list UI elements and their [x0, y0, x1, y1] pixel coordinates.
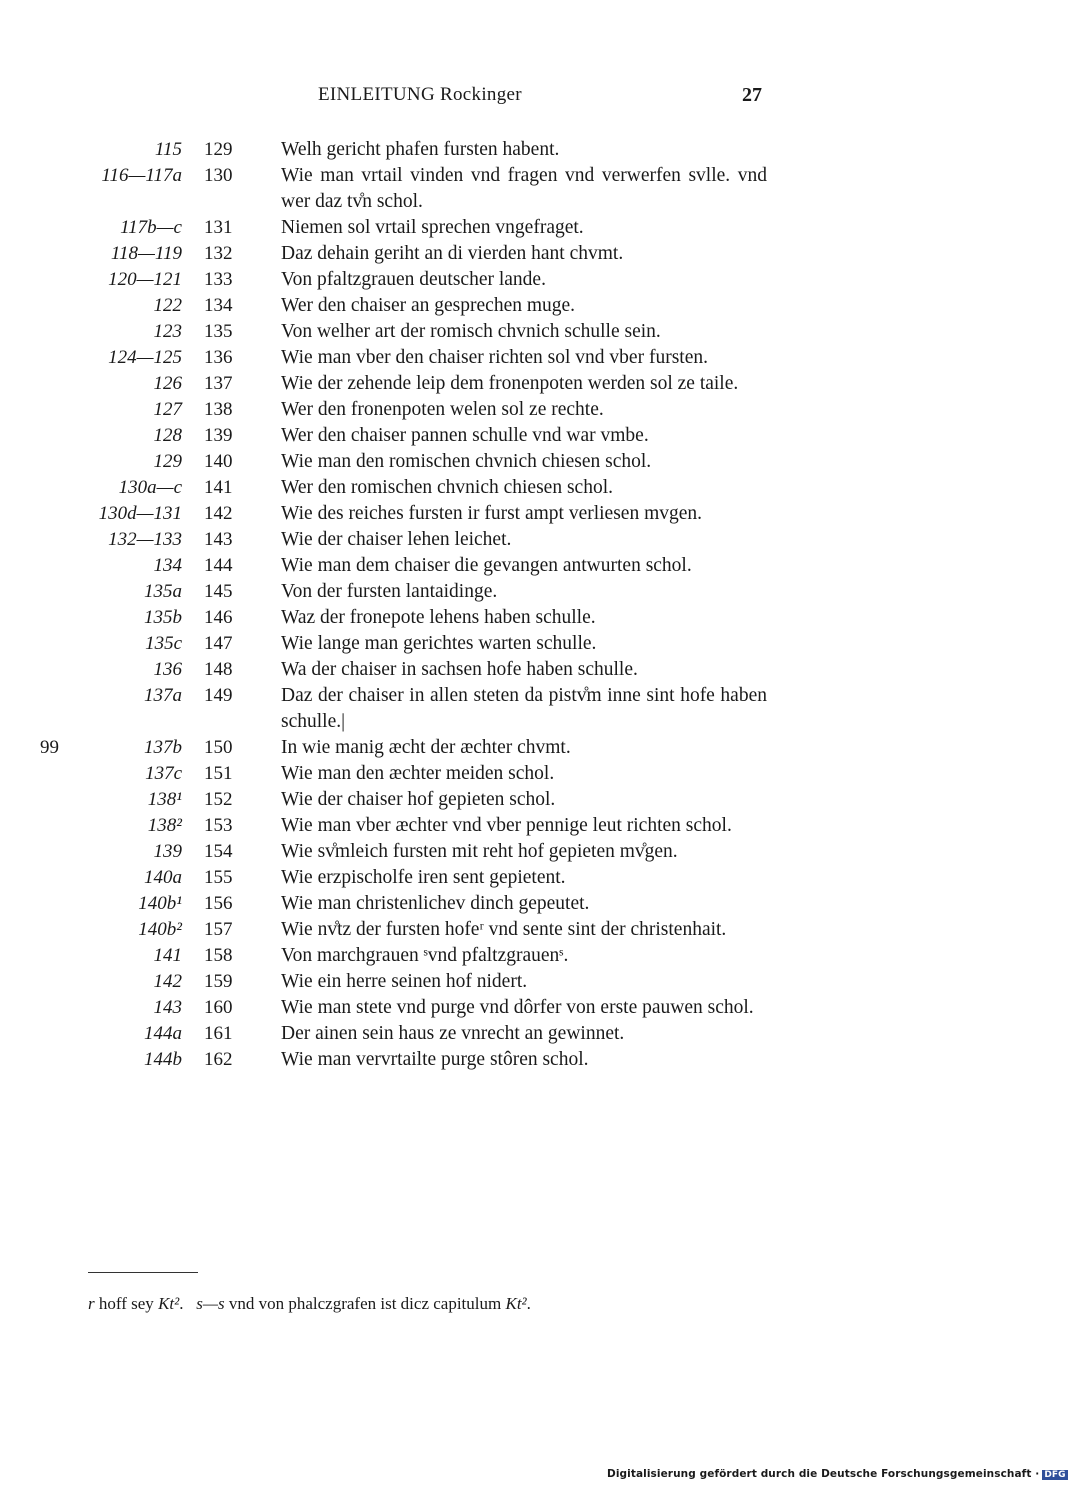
chapter-entry [0, 657, 1000, 683]
chapter-number: 146 [204, 607, 233, 628]
chapter-entry [0, 137, 1000, 163]
chapter-entry [0, 319, 1000, 345]
chapter-number: 152 [204, 789, 233, 810]
chapter-entry [0, 397, 1000, 423]
chapter-number: 138 [204, 399, 233, 420]
source-article-number: 129 [153, 451, 182, 472]
chapter-entry [0, 943, 1000, 969]
chapter-title: Daz dehain geriht an di vierden hant chvmt. [281, 243, 624, 264]
chapter-entry [0, 267, 1000, 293]
chapter-entry [0, 1047, 1000, 1073]
credit-text: Digitalisierung gefördert durch die Deutsche Forschungsgemeinschaft · [607, 1468, 1040, 1480]
footnote: r hoff sey Kt². s—s vnd von phalczgrafen ist dicz capitulum Kt². [88, 1294, 531, 1313]
chapter-title: Wie man den æchter meiden schol. [281, 763, 555, 784]
chapter-number: 129 [204, 139, 233, 160]
footnote-s-text: vnd von phalczgrafen ist dicz capitulum [228, 1294, 502, 1313]
chapter-entry [0, 163, 1000, 215]
chapter-title: Wie lange man gerichtes warten schulle. [281, 633, 597, 654]
chapter-number: 133 [204, 269, 233, 290]
chapter-entry [0, 553, 1000, 579]
source-article-number: 141 [153, 945, 182, 966]
footnote-r-source: Kt² [158, 1294, 180, 1313]
source-article-number: 137c [145, 763, 182, 784]
chapter-entry [0, 839, 1000, 865]
chapter-number: 155 [204, 867, 233, 888]
source-article-number: 120—121 [108, 269, 182, 290]
chapter-number: 154 [204, 841, 233, 862]
chapter-title: Wie man vber æchter vnd vber pennige leut richten schol. [281, 815, 732, 836]
chapter-entry [0, 241, 1000, 267]
chapter-number: 147 [204, 633, 233, 654]
chapter-title: Von welher art der romisch chvnich schulle sein. [281, 321, 661, 342]
chapter-title: Von pfaltzgrauen deutscher lande. [281, 269, 546, 290]
source-article-number: 127 [153, 399, 182, 420]
chapter-number: 161 [204, 1023, 233, 1044]
chapter-entry [0, 1021, 1000, 1047]
source-article-number: 122 [153, 295, 182, 316]
chapter-entry [0, 371, 1000, 397]
source-article-number: 138² [147, 815, 182, 836]
chapter-title: Wer den romischen chvnich chiesen schol. [281, 477, 613, 498]
source-article-number: 135c [145, 633, 182, 654]
chapter-title: Daz der chaiser in allen steten da pistv̊m inne sint hofe haben schulle.| [281, 685, 767, 732]
source-article-number: 135b [144, 607, 182, 628]
chapter-title: Wie ein herre seinen hof nidert. [281, 971, 528, 992]
chapter-entry [0, 917, 1000, 943]
chapter-entry [0, 579, 1000, 605]
chapter-number: 160 [204, 997, 233, 1018]
source-article-number: 138¹ [147, 789, 182, 810]
chapter-title: Wie der chaiser hof gepieten schol. [281, 789, 556, 810]
chapter-number: 151 [204, 763, 233, 784]
chapter-title: Wer den chaiser pannen schulle vnd war vmbe. [281, 425, 649, 446]
chapter-title: Wie man christenlichev dinch gepeutet. [281, 893, 590, 914]
source-article-number: 144b [144, 1049, 182, 1070]
source-article-number: 118—119 [110, 243, 182, 264]
page-number: 27 [742, 84, 762, 106]
margin-page-number: 99 [40, 737, 59, 758]
chapter-number: 150 [204, 737, 233, 758]
chapter-title: Welh gericht phafen fursten habent. [281, 139, 560, 160]
chapter-number: 130 [204, 165, 233, 186]
chapter-entry [0, 475, 1000, 501]
chapter-title: Waz der fronepote lehens haben schulle. [281, 607, 596, 628]
source-article-number: 140a [144, 867, 182, 888]
chapter-entry [0, 761, 1000, 787]
source-article-number: 123 [153, 321, 182, 342]
chapter-number: 135 [204, 321, 233, 342]
chapter-number: 141 [204, 477, 233, 498]
chapter-title: In wie manig æcht der æchter chvmt. [281, 737, 571, 758]
chapter-number: 136 [204, 347, 233, 368]
chapter-list [0, 137, 1000, 1073]
chapter-number: 144 [204, 555, 233, 576]
chapter-title: Wer den chaiser an gesprechen muge. [281, 295, 576, 316]
footnote-r-text: hoff sey [98, 1294, 154, 1313]
source-article-number: 135a [144, 581, 182, 602]
footnote-r-mark: r [88, 1294, 95, 1313]
chapter-entry [0, 735, 1000, 761]
chapter-entry [0, 215, 1000, 241]
source-article-number: 137b [144, 737, 182, 758]
chapter-number: 157 [204, 919, 233, 940]
chapter-number: 149 [204, 685, 233, 706]
chapter-entry [0, 449, 1000, 475]
chapter-number: 156 [204, 893, 233, 914]
chapter-entry [0, 605, 1000, 631]
chapter-title: Wie des reiches fursten ir furst ampt verliesen mvgen. [281, 503, 703, 524]
source-article-number: 139 [153, 841, 182, 862]
source-article-number: 136 [153, 659, 182, 680]
dfg-logo: DFG [1044, 1470, 1066, 1480]
chapter-title: Wer den fronenpoten welen sol ze rechte. [281, 399, 604, 420]
chapter-number: 139 [204, 425, 233, 446]
source-article-number: 140b² [138, 919, 182, 940]
source-article-number: 144a [144, 1023, 182, 1044]
chapter-entry [0, 345, 1000, 371]
chapter-number: 134 [204, 295, 233, 316]
chapter-entry [0, 865, 1000, 891]
chapter-entry [0, 969, 1000, 995]
running-head: EINLEITUNG Rockinger [318, 84, 522, 105]
source-article-number: 124—125 [108, 347, 182, 368]
chapter-entry [0, 423, 1000, 449]
footnote-s-mark: s—s [196, 1294, 225, 1313]
chapter-number: 145 [204, 581, 233, 602]
source-article-number: 134 [153, 555, 182, 576]
chapter-entry [0, 631, 1000, 657]
chapter-number: 137 [204, 373, 233, 394]
chapter-entry [0, 995, 1000, 1021]
chapter-number: 162 [204, 1049, 233, 1070]
footnote-rule [88, 1272, 198, 1273]
source-article-number: 132—133 [108, 529, 182, 550]
chapter-title: Wie man stete vnd purge vnd dôrfer von erste pauwen schol. [281, 997, 754, 1018]
source-article-number: 130d—131 [98, 503, 182, 524]
source-article-number: 126 [153, 373, 182, 394]
footnote-s-source: Kt² [505, 1294, 527, 1313]
chapter-title: Wie erzpischolfe iren sent gepietent. [281, 867, 566, 888]
chapter-number: 159 [204, 971, 233, 992]
chapter-title: Von marchgrauen ˢvnd pfaltzgrauenˢ. [281, 945, 569, 966]
chapter-title: Wie man vrtail vinden vnd fragen vnd verwerfen svlle. vnd wer daz tv̊n schol. [281, 165, 767, 212]
source-article-number: 140b¹ [138, 893, 182, 914]
source-article-number: 117b—c [120, 217, 182, 238]
chapter-number: 158 [204, 945, 233, 966]
chapter-title: Wie man den romischen chvnich chiesen schol. [281, 451, 652, 472]
chapter-number: 140 [204, 451, 233, 472]
chapter-entry [0, 527, 1000, 553]
chapter-title: Der ainen sein haus ze vnrecht an gewinnet. [281, 1023, 625, 1044]
source-article-number: 137a [144, 685, 182, 706]
chapter-title: Wie der chaiser lehen leichet. [281, 529, 512, 550]
chapter-number: 132 [204, 243, 233, 264]
funding-credit [607, 1468, 1068, 1480]
source-article-number: 143 [153, 997, 182, 1018]
chapter-title: Niemen sol vrtail sprechen vngefraget. [281, 217, 584, 238]
chapter-title: Wie man vber den chaiser richten sol vnd vber fursten. [281, 347, 708, 368]
chapter-number: 131 [204, 217, 233, 238]
chapter-entry [0, 813, 1000, 839]
chapter-title: Von der fursten lantaidinge. [281, 581, 498, 602]
chapter-title: Wie nv̊tz der fursten hofeʳ vnd sente sint der christenhait. [281, 919, 727, 940]
source-article-number: 130a—c [118, 477, 182, 498]
source-article-number: 115 [154, 139, 182, 160]
chapter-title: Wie der zehende leip dem fronenpoten werden sol ze taile. [281, 373, 739, 394]
chapter-number: 148 [204, 659, 233, 680]
chapter-title: Wa der chaiser in sachsen hofe haben schulle. [281, 659, 638, 680]
chapter-entry [0, 891, 1000, 917]
chapter-number: 143 [204, 529, 233, 550]
chapter-title: Wie man dem chaiser die gevangen antwurten schol. [281, 555, 692, 576]
source-article-number: 128 [153, 425, 182, 446]
chapter-number: 142 [204, 503, 233, 524]
chapter-entry [0, 683, 1000, 735]
chapter-title: Wie man vervrtailte purge stôren schol. [281, 1049, 589, 1070]
chapter-number: 153 [204, 815, 233, 836]
chapter-entry [0, 293, 1000, 319]
chapter-entry [0, 787, 1000, 813]
chapter-entry [0, 501, 1000, 527]
source-article-number: 142 [153, 971, 182, 992]
source-article-number: 116—117a [101, 165, 182, 186]
chapter-title: Wie sv̊mleich fursten mit reht hof gepieten mv̊gen. [281, 841, 678, 862]
